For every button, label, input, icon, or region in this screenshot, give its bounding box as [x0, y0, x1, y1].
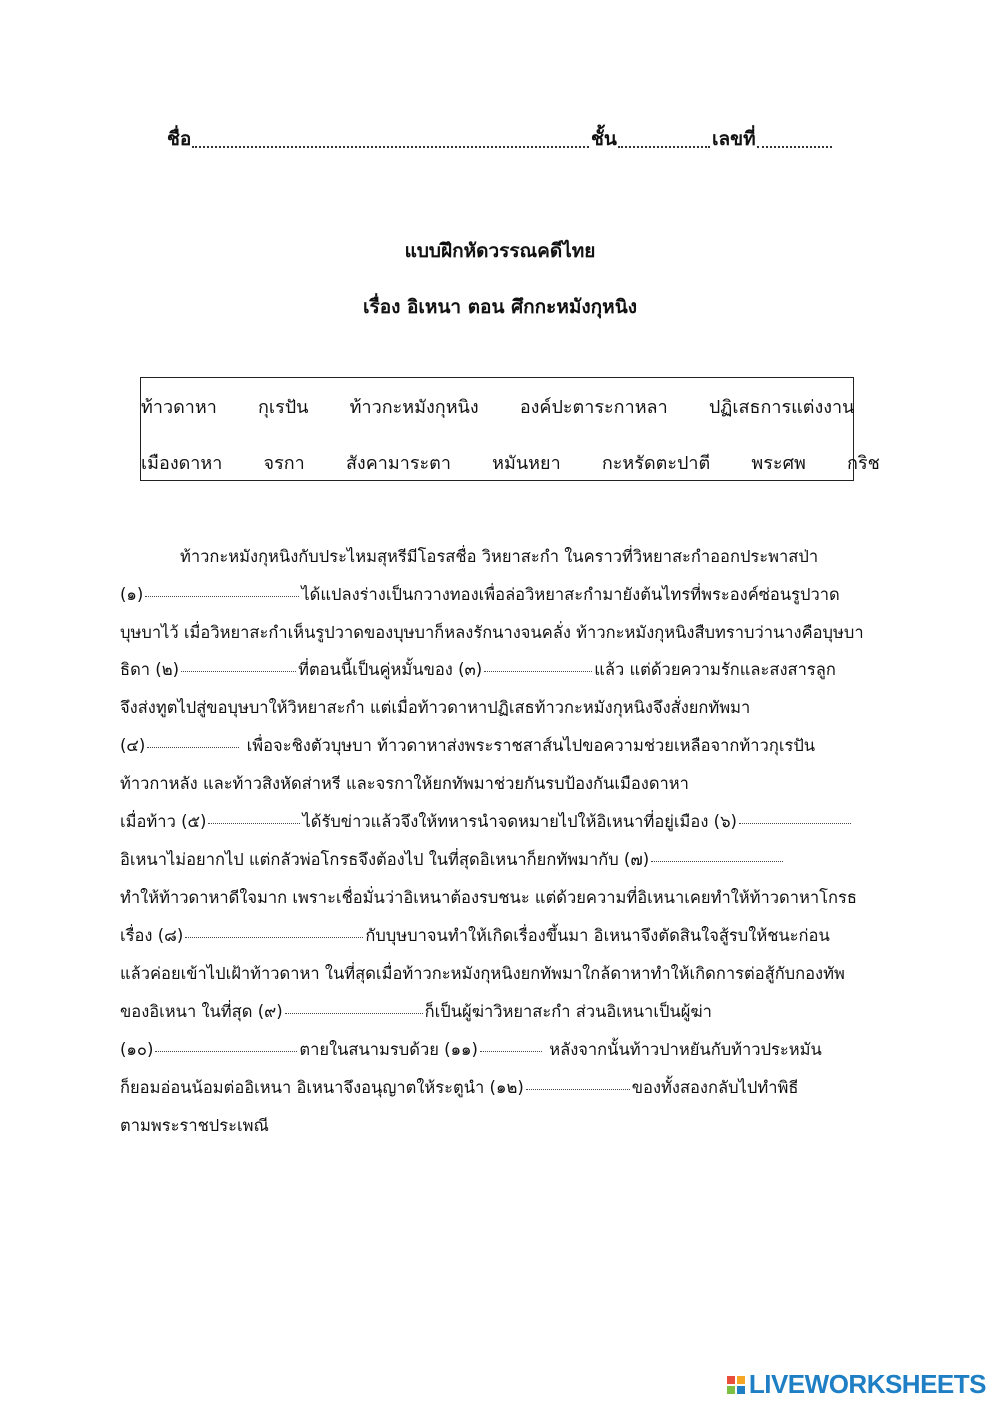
blank-2[interactable]	[181, 653, 296, 672]
blank-1[interactable]	[145, 578, 299, 597]
blank-12[interactable]	[526, 1071, 630, 1090]
liveworksheets-logo	[727, 1369, 986, 1400]
passage-line: (๑) ได้แปลงร่างเป็นกวางทองเพื่อล่อวิหยาสะกำมายังต้นไทรที่พระองค์ซ่อนรูปวาด	[120, 578, 840, 612]
blank-12-input[interactable]	[526, 1079, 630, 1097]
passage-line: (๔) เพื่อจะชิงตัวบุษบา ท้าวดาหาส่งพระราชสาส์นไปขอความช่วยเหลือจากท้าวกุเรปัน	[120, 729, 815, 763]
blank-6[interactable]	[739, 805, 851, 824]
blank-10-input[interactable]	[155, 1041, 297, 1059]
passage-line: จึงส่งทูตไปสู่ขอบุษบาให้วิหยาสะกำ แต่เมื่อท้าวดาหาปฏิเสธท้าวกะหมังกุหนิงจึงสั่งยกทัพมา	[120, 698, 751, 717]
blank-9-input[interactable]	[285, 1003, 423, 1021]
blank-6-input[interactable]	[739, 813, 851, 831]
blank-5[interactable]	[208, 805, 300, 824]
blank-1-input[interactable]	[145, 586, 299, 604]
number-field[interactable]	[757, 146, 832, 148]
number-label: เลขที่	[712, 128, 756, 150]
blank-11-input[interactable]	[480, 1041, 542, 1059]
page-subtitle: เรื่อง อิเหนา ตอน ศึกกะหมังกุหนิง	[363, 296, 637, 318]
passage-line: ก็ยอมอ่อนน้อมต่ออิเหนา อิเหนาจึงอนุญาตให้ระตูนำ (๑๒) ของทั้งสองกลับไปทำพิธี	[120, 1071, 798, 1105]
passage-line: ท้าวกาหลัง และท้าวสิงหัดส่าหรี และจรกาให้ยกทัพมาช่วยกันรบป้องกันเมืองดาหา	[120, 774, 689, 793]
blank-4-input[interactable]	[147, 737, 239, 755]
passage-line: แล้วค่อยเข้าไปเฝ้าท้าวดาหา ในที่สุดเมื่อท้าวกะหมังกุหนิงยกทัพมาใกล้ดาหาทำให้เกิดการต่อสู้กับกองทัพ	[120, 964, 845, 983]
name-field[interactable]	[192, 146, 589, 148]
passage-line: ของอิเหนา ในที่สุด (๙) ก็เป็นผู้ฆ่าวิหยาสะกำ ส่วนอิเหนาเป็นผู้ฆ่า	[120, 995, 712, 1029]
blank-10[interactable]	[155, 1033, 297, 1052]
blank-7[interactable]	[651, 843, 783, 862]
passage-line: อิเหนาไม่อยากไป แต่กลัวพ่อโกรธจึงต้องไป ในที่สุดอิเหนาก็ยกทัพมากับ (๗)	[120, 843, 785, 877]
passage-line: เมื่อท้าว (๕) ได้รับข่าวแล้วจึงให้ทหารนำจดหมายไปให้อิเหนาที่อยู่เมือง (๖)	[120, 805, 853, 839]
passage-line: บุษบาไว้ เมื่อวิหยาสะกำเห็นรูปวาดของบุษบาก็หลงรักนางจนคลั่ง ท้าวกะหมังกุหนิงสืบทราบว่านางคือบุษบา	[120, 623, 864, 642]
blank-4[interactable]	[147, 729, 239, 748]
blank-8[interactable]	[185, 919, 363, 938]
passage-line: ทำให้ท้าวดาหาดีใจมาก เพราะเชื่อมั่นว่าอิเหนาต้องรบชนะ แต่ด้วยความที่อิเหนาเคยทำให้ท้าวดาหาโกรธ	[120, 888, 857, 907]
class-label: ชั้น	[591, 128, 617, 150]
liveworksheets-logo-icon	[727, 1376, 745, 1394]
blank-2-input[interactable]	[181, 661, 296, 679]
passage-line: (๑๐) ตายในสนามรบด้วย (๑๑) หลังจากนั้นท้าวปาหยันกับท้าวประหมัน	[120, 1033, 822, 1067]
blank-3-input[interactable]	[484, 661, 592, 679]
blank-11[interactable]	[480, 1033, 542, 1052]
blank-3[interactable]	[484, 653, 592, 672]
class-field[interactable]	[618, 146, 710, 148]
word-bank-line-1: ท้าวดาหา กุเรปัน ท้าวกะหมังกุหนิง องค์ปะตาระกาหลา ปฏิเสธการแต่งงาน	[141, 397, 855, 418]
liveworksheets-brand: LIVEWORKSHEETS	[748, 1369, 986, 1399]
passage-line: ท้าวกะหมังกุหนิงกับประไหมสุหรีมีโอรสชื่อ วิหยาสะกำ ในคราวที่วิหยาสะกำออกประพาสป่า	[180, 547, 819, 566]
passage-line: ธิดา (๒) ที่ตอนนี้เป็นคู่หมั้นของ (๓) แล้ว แต่ด้วยความรักและสงสารลูก	[120, 653, 836, 687]
page-title: แบบฝึกหัดวรรณคดีไทย	[404, 240, 596, 262]
passage-line: เรื่อง (๘) กับบุษบาจนทำให้เกิดเรื่องขึ้นมา อิเหนาจึงตัดสินใจสู้รบให้ชนะก่อน	[120, 919, 830, 953]
passage-line: ตามพระราชประเพณี	[120, 1116, 269, 1135]
blank-8-input[interactable]	[185, 927, 363, 945]
word-bank-line-2: เมืองดาหา จรกา สังคามาระตา หมันหยา กะหรัดตะปาตี พระศพ กริช	[141, 453, 880, 474]
blank-5-input[interactable]	[208, 813, 300, 831]
word-bank-box	[140, 377, 880, 481]
name-label: ชื่อ	[167, 128, 192, 150]
blank-7-input[interactable]	[651, 851, 783, 869]
blank-9[interactable]	[285, 995, 423, 1014]
